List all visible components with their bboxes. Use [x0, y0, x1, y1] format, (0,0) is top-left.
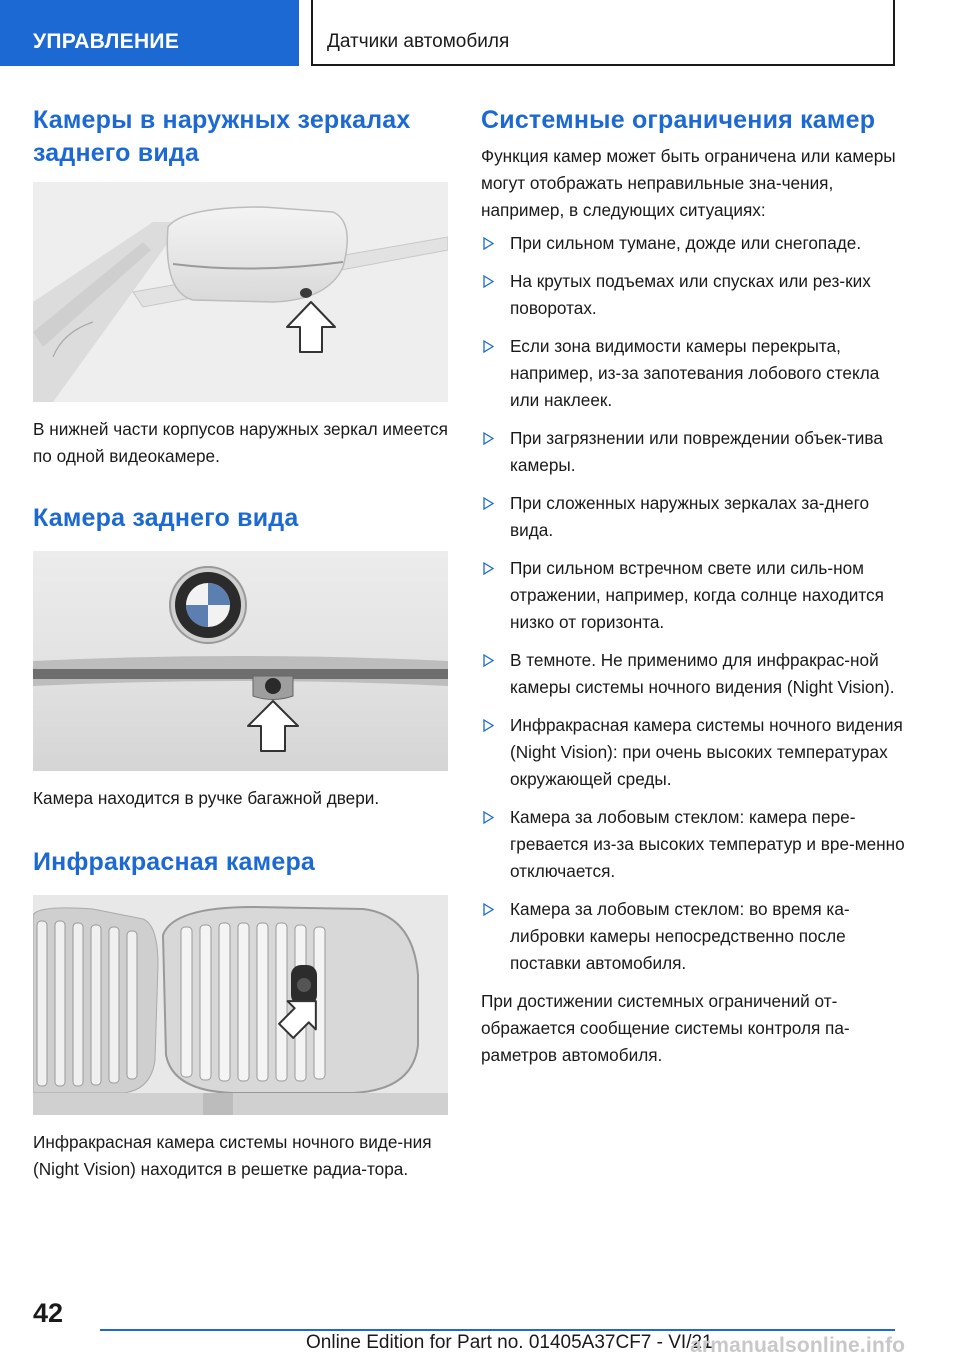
list-item-text: При сильном тумане, дожде или снегопаде. — [510, 233, 862, 253]
triangle-bullet-icon — [483, 340, 494, 353]
list-item-text: Если зона видимости камеры перекрыта, например, из-за запотевания лобового стекла или наклеек. — [510, 336, 880, 410]
left-column — [33, 104, 448, 1183]
mirror-cameras-heading: Камеры в наружных зеркалах заднего вида — [33, 106, 411, 167]
triangle-bullet-icon — [483, 903, 494, 916]
list-item-text: На крутых подъемах или спусках или рез-ких поворотах. — [510, 271, 871, 318]
triangle-bullet-icon — [483, 654, 494, 667]
system-limits-intro: Функция камер может быть ограничена или камеры могут отображать неправильные зна-чения, например, в следующих ситуациях: — [481, 146, 896, 220]
list-item-text: При сильном встречном свете или силь-ном отражении, например, когда солнце находится низко от горизонта. — [510, 558, 884, 632]
list-item-text: В темноте. Не применимо для инфракрас-ной камеры системы ночного видения (Night Vision). — [510, 650, 895, 697]
system-limits-closing: При достижении системных ограничений от-ображается сообщение системы контроля па-раметров автомобиля. — [481, 991, 850, 1065]
edition-footer: Online Edition for Part no. 01405A37CF7 - VI/21 — [306, 1332, 713, 1353]
list-item — [481, 268, 911, 322]
section-tab: УПРАВЛЕНИЕ — [0, 0, 299, 66]
triangle-bullet-icon — [483, 432, 494, 445]
list-item — [481, 490, 911, 544]
page-header — [0, 0, 960, 66]
system-limits-list — [481, 230, 911, 977]
system-limits-heading: Системные ограничения камер — [481, 106, 876, 134]
page-number: 42 — [33, 1298, 64, 1328]
list-item — [481, 896, 911, 977]
list-item — [481, 425, 911, 479]
infrared-camera-heading: Инфракрасная камера — [33, 848, 316, 876]
rear-camera-illustration — [33, 551, 448, 771]
list-item — [481, 804, 911, 885]
list-item-text: Камера за лобовым стеклом: во время ка-либровки камеры непосредственно после поставки автомобиля. — [510, 899, 850, 973]
triangle-bullet-icon — [483, 237, 494, 250]
triangle-bullet-icon — [483, 275, 494, 288]
triangle-bullet-icon — [483, 562, 494, 575]
mirror-cameras-caption: В нижней части корпусов наружных зеркал имеется по одной видеокамере. — [33, 419, 448, 466]
watermark: armanualsonline.info — [690, 1334, 906, 1357]
rear-camera-caption: Камера находится в ручке багажной двери. — [33, 788, 380, 808]
infrared-camera-caption: Инфракрасная камера системы ночного виде-ния (Night Vision) находится в решетке радиа-тора. — [33, 1132, 432, 1179]
list-item — [481, 712, 911, 793]
triangle-bullet-icon — [483, 497, 494, 510]
list-item-text: При сложенных наружных зеркалах за-днего вида. — [510, 493, 870, 540]
mirror-camera-illustration — [33, 182, 448, 402]
right-column — [481, 104, 911, 1069]
footer-divider — [100, 1329, 895, 1331]
infrared-camera-illustration — [33, 895, 448, 1115]
list-item — [481, 333, 911, 414]
triangle-bullet-icon — [483, 719, 494, 732]
list-item-text: Инфракрасная камера системы ночного видения (Night Vision): при очень высоких температурах окружающей среды. — [510, 715, 903, 789]
list-item — [481, 555, 911, 636]
list-item — [481, 647, 911, 701]
list-item-text: При загрязнении или повреждении объек-тива камеры. — [510, 428, 883, 475]
list-item — [481, 230, 911, 257]
list-item-text: Камера за лобовым стеклом: камера пере-гревается из-за высоких температур и вре-менно отключается. — [510, 807, 905, 881]
triangle-bullet-icon — [483, 811, 494, 824]
rear-camera-heading: Камера заднего вида — [33, 504, 299, 532]
chapter-title: Датчики автомобиля — [311, 0, 895, 66]
